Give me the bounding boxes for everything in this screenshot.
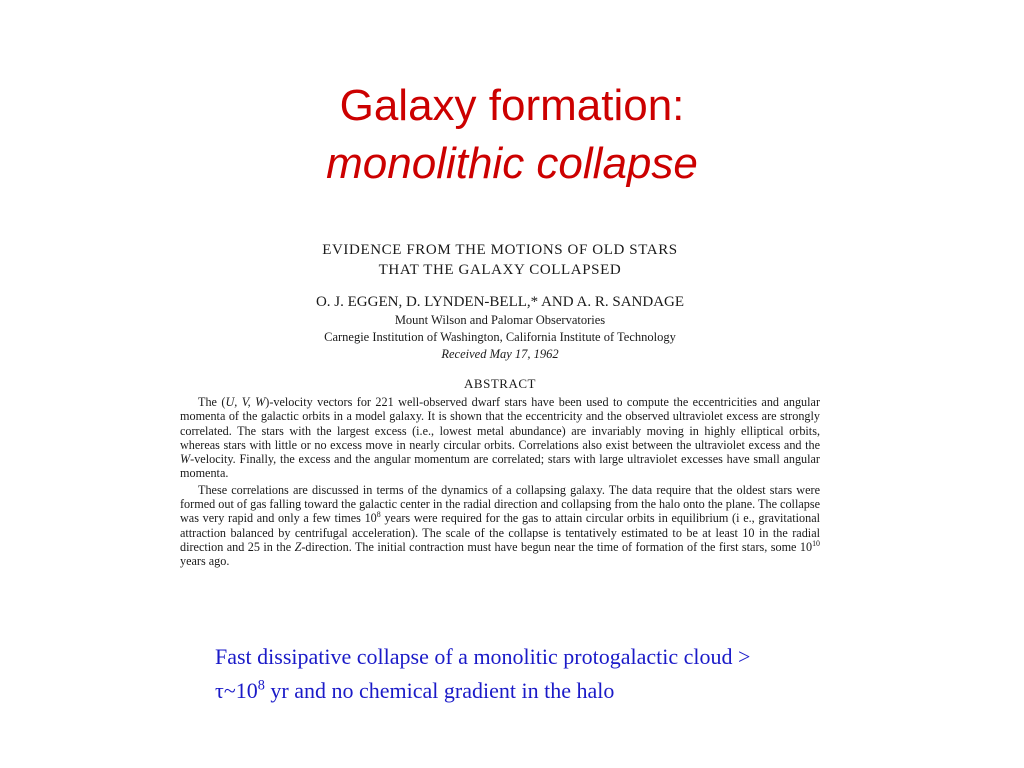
- caption-text: 8: [257, 677, 265, 694]
- abstract-text: These correlations are discussed in terms of the dynamics of a collapsing galaxy. The data require that the oldest stars were formed out of gas falling toward the galactic center in the radial direction and collapsing from the halo onto the plane. The collapse was very rapid and only a few times 10: [180, 482, 820, 526]
- abstract-text: years were required for the gas to attain circular orbits in equilibrium (i e., gravitational attraction balanced by centrifugal acceleration). The scale of the collapse is tentatively estimated to be at least 10 in the radial direction and 25 in the: [180, 511, 820, 554]
- abstract-text: U, V, W: [225, 395, 266, 409]
- abstract-paragraph-2: [180, 483, 820, 569]
- abstract-text: 10: [812, 538, 820, 548]
- abstract-text: years ago.: [180, 554, 230, 569]
- abstract-text: )-velocity vectors for 221 well-observed dwarf stars have been used to compute the eccentricities and angular momenta of the galactic orbits in a model galaxy. It is shown that the eccentricity and the observed ultraviolet excess are strongly correlated. The stars with the largest excess (i.e., lowest metal abundance) are invariably moving in highly elliptical orbits, whereas stars with little or no excess move in nearly circular orbits. Correlations also exist between the ultraviolet excess and the: [180, 395, 820, 452]
- abstract-text: The (: [198, 395, 226, 409]
- abstract-text: -velocity. Finally, the excess and the angular momentum are correlated; stars with large ultraviolet excesses have small angular momenta.: [180, 452, 820, 481]
- caption-text: yr and no chemical gradient in the halo: [264, 678, 615, 703]
- abstract-text: 8: [376, 510, 381, 520]
- paper-received-date: Received May 17, 1962: [441, 347, 559, 361]
- abstract-paragraph-1: [180, 395, 820, 481]
- paper-title: [180, 240, 820, 280]
- caption-text: Fast dissipative collapse of a monolitic protogalactic cloud > τ~10: [215, 644, 751, 703]
- slide-caption: [215, 640, 775, 708]
- paper-title-line2: THAT THE GALAXY COLLAPSED: [378, 262, 622, 278]
- paper-title-line1: EVIDENCE FROM THE MOTIONS OF OLD STARS: [322, 242, 678, 258]
- slide-subtitle: monolithic collapse: [326, 139, 698, 188]
- abstract-text: Z: [294, 539, 302, 554]
- paper-excerpt: [180, 240, 820, 569]
- paper-authors: O. J. EGGEN, D. LYNDEN-BELL,* AND A. R. SANDAGE: [315, 294, 685, 310]
- slide-title: Galaxy formation:: [339, 81, 685, 130]
- paper-affiliation-2: Carnegie Institution of Washington, California Institute of Technology: [324, 330, 676, 344]
- paper-affiliation-1: Mount Wilson and Palomar Observatories: [394, 313, 606, 327]
- abstract-text: -direction. The initial contraction must have begun near the time of formation of the first stars, some 10: [301, 539, 813, 554]
- abstract-heading: ABSTRACT: [464, 376, 536, 391]
- abstract-text: W: [180, 452, 191, 467]
